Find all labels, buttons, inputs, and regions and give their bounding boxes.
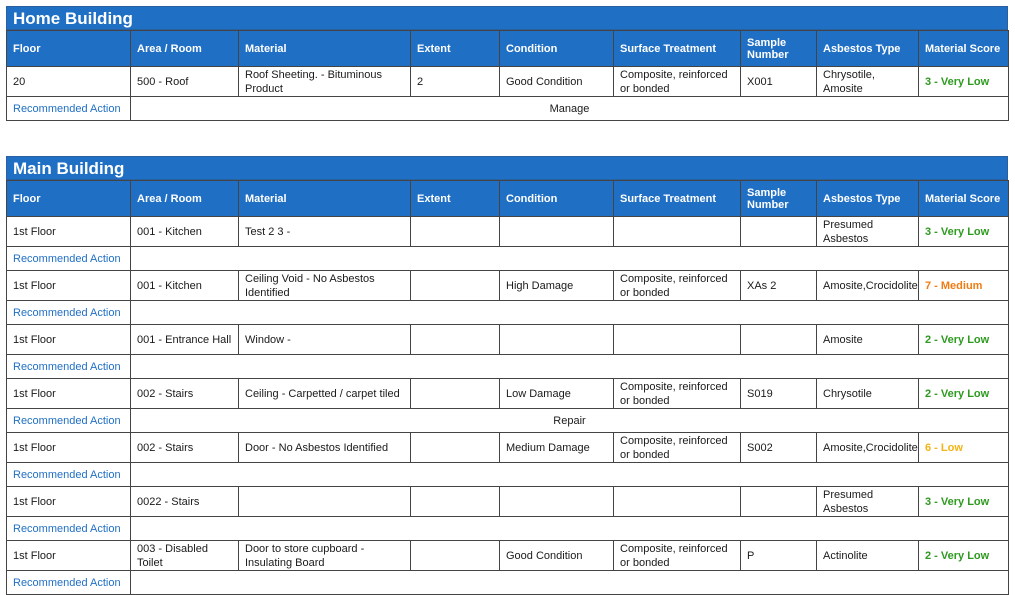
cell-surface-treatment: Composite, reinforced or bonded xyxy=(614,67,741,97)
cell-extent xyxy=(411,487,500,517)
table-header-row xyxy=(7,181,1009,217)
material-detail: Bituminous Product xyxy=(245,68,382,95)
header-extent: Extent xyxy=(411,31,500,67)
table-row xyxy=(7,379,1009,409)
cell-condition: Low Damage xyxy=(500,379,614,409)
recommended-action-label: Recommended Action xyxy=(7,97,131,121)
cell-material: Test 2 3 - xyxy=(239,217,411,247)
header-asbestos-type: Asbestos Type xyxy=(817,31,919,67)
recommended-action-row xyxy=(7,301,1009,325)
cell-extent xyxy=(411,325,500,355)
table-row xyxy=(7,541,1009,571)
header-condition: Condition xyxy=(500,181,614,217)
recommended-action-value xyxy=(131,571,1009,595)
cell-surface-treatment: Composite, reinforced or bonded xyxy=(614,433,741,463)
area-name: Disabled Toilet xyxy=(137,542,208,569)
recommended-action-label: Recommended Action xyxy=(7,571,131,595)
section-title: Main Building xyxy=(6,156,1008,180)
table-row xyxy=(7,325,1009,355)
cell-floor: 1st Floor xyxy=(7,379,131,409)
header-asbestos-type: Asbestos Type xyxy=(817,181,919,217)
area-name: Kitchen xyxy=(165,225,202,238)
header-sample-number: Sample Number xyxy=(741,31,817,67)
material-type: Door xyxy=(245,441,269,454)
recommended-action-label: Recommended Action xyxy=(7,247,131,271)
cell-material-score: 7 - Medium xyxy=(919,271,1009,301)
cell-floor: 1st Floor xyxy=(7,217,131,247)
cell-surface-treatment: Composite, reinforced or bonded xyxy=(614,541,741,571)
cell-extent xyxy=(411,217,500,247)
material-detail: Insulating Board xyxy=(245,556,325,569)
cell-material: Door - No Asbestos Identified xyxy=(239,433,411,463)
area-code: 001 xyxy=(137,333,156,346)
cell-sample-number: P xyxy=(741,541,817,571)
recommended-action-row xyxy=(7,463,1009,487)
cell-material: Window - xyxy=(239,325,411,355)
cell-area-room: 003 - Disabled Toilet xyxy=(131,541,239,571)
area-name: Entrance Hall xyxy=(165,333,232,346)
area-code: 001 xyxy=(137,279,156,292)
cell-condition xyxy=(500,487,614,517)
recommended-action-value: Repair xyxy=(131,409,1009,433)
material-type: Test 2 3 xyxy=(245,225,284,238)
material-type: Roof Sheeting. xyxy=(245,68,318,81)
cell-condition: Medium Damage xyxy=(500,433,614,463)
recommended-action-label: Recommended Action xyxy=(7,463,131,487)
recommended-action-row xyxy=(7,97,1009,121)
header-material-score: Material Score xyxy=(919,31,1009,67)
recommended-action-row xyxy=(7,247,1009,271)
header-area-room: Area / Room xyxy=(131,181,239,217)
recommended-action-value xyxy=(131,247,1009,271)
cell-surface-treatment: Composite, reinforced or bonded xyxy=(614,271,741,301)
cell-area-room: 001 - Entrance Hall xyxy=(131,325,239,355)
cell-sample-number xyxy=(741,217,817,247)
cell-area-room: 002 - Stairs xyxy=(131,379,239,409)
cell-floor: 1st Floor xyxy=(7,325,131,355)
survey-table xyxy=(6,30,1009,121)
recommended-action-value: Manage xyxy=(131,97,1009,121)
recommended-action-value xyxy=(131,517,1009,541)
cell-surface-treatment xyxy=(614,487,741,517)
cell-material-score: 6 - Low xyxy=(919,433,1009,463)
header-surface-treatment: Surface Treatment xyxy=(614,31,741,67)
header-floor: Floor xyxy=(7,181,131,217)
table-row xyxy=(7,487,1009,517)
cell-material-score: 3 - Very Low xyxy=(919,67,1009,97)
area-code: 002 xyxy=(137,441,156,454)
cell-area-room: 500 - Roof xyxy=(131,67,239,97)
header-area-room: Area / Room xyxy=(131,31,239,67)
cell-material xyxy=(239,487,411,517)
cell-surface-treatment xyxy=(614,325,741,355)
header-floor: Floor xyxy=(7,31,131,67)
recommended-action-label: Recommended Action xyxy=(7,409,131,433)
recommended-action-value xyxy=(131,301,1009,325)
material-type: Window xyxy=(245,333,285,346)
table-row xyxy=(7,217,1009,247)
cell-floor: 1st Floor xyxy=(7,433,131,463)
cell-sample-number: S002 xyxy=(741,433,817,463)
cell-extent xyxy=(411,271,500,301)
cell-asbestos-type: Amosite,Crocidolite xyxy=(817,271,919,301)
cell-sample-number xyxy=(741,325,817,355)
cell-floor: 1st Floor xyxy=(7,487,131,517)
cell-asbestos-type: Amosite,Crocidolite xyxy=(817,433,919,463)
cell-condition xyxy=(500,325,614,355)
cell-asbestos-type: Presumed Asbestos xyxy=(817,487,919,517)
cell-sample-number: S019 xyxy=(741,379,817,409)
table-row xyxy=(7,271,1009,301)
cell-extent xyxy=(411,379,500,409)
main-building-section xyxy=(6,156,1008,595)
cell-extent xyxy=(411,433,500,463)
header-material: Material xyxy=(239,181,411,217)
recommended-action-row xyxy=(7,571,1009,595)
cell-surface-treatment xyxy=(614,217,741,247)
recommended-action-label: Recommended Action xyxy=(7,355,131,379)
cell-asbestos-type: Actinolite xyxy=(817,541,919,571)
cell-material-score: 2 - Very Low xyxy=(919,379,1009,409)
header-sample-number: Sample Number xyxy=(741,181,817,217)
cell-condition: High Damage xyxy=(500,271,614,301)
header-material: Material xyxy=(239,31,411,67)
cell-material: Door to store cupboard - Insulating Board xyxy=(239,541,411,571)
cell-material: Roof Sheeting. - Bituminous Product xyxy=(239,67,411,97)
header-surface-treatment: Surface Treatment xyxy=(614,181,741,217)
cell-material: Ceiling Void - No Asbestos Identified xyxy=(239,271,411,301)
area-code: 0022 xyxy=(137,495,162,508)
cell-area-room: 001 - Kitchen xyxy=(131,217,239,247)
cell-material-score: 3 - Very Low xyxy=(919,487,1009,517)
cell-extent: 2 xyxy=(411,67,500,97)
cell-sample-number xyxy=(741,487,817,517)
material-type: Ceiling xyxy=(245,387,279,400)
material-type: Door to store cupboard xyxy=(245,542,358,555)
header-material-score: Material Score xyxy=(919,181,1009,217)
material-type: Ceiling Void xyxy=(245,272,304,285)
survey-table xyxy=(6,180,1009,595)
cell-extent xyxy=(411,541,500,571)
cell-floor: 1st Floor xyxy=(7,541,131,571)
cell-floor: 1st Floor xyxy=(7,271,131,301)
section-title: Home Building xyxy=(6,6,1008,30)
table-row xyxy=(7,67,1009,97)
cell-sample-number: X001 xyxy=(741,67,817,97)
cell-surface-treatment: Composite, reinforced or bonded xyxy=(614,379,741,409)
cell-condition: Good Condition xyxy=(500,541,614,571)
table-header-row xyxy=(7,31,1009,67)
header-condition: Condition xyxy=(500,31,614,67)
cell-sample-number: XAs 2 xyxy=(741,271,817,301)
area-name: Roof xyxy=(165,75,189,88)
area-code: 002 xyxy=(137,387,156,400)
recommended-action-value xyxy=(131,463,1009,487)
cell-area-room: 001 - Kitchen xyxy=(131,271,239,301)
area-name: Stairs xyxy=(171,495,200,508)
recommended-action-row xyxy=(7,355,1009,379)
recommended-action-label: Recommended Action xyxy=(7,301,131,325)
recommended-action-value xyxy=(131,355,1009,379)
material-detail: No Asbestos Identified xyxy=(245,272,375,299)
cell-material-score: 2 - Very Low xyxy=(919,325,1009,355)
cell-asbestos-type: Chrysotile, Amosite xyxy=(817,67,919,97)
cell-floor: 20 xyxy=(7,67,131,97)
cell-asbestos-type: Chrysotile xyxy=(817,379,919,409)
cell-material: Ceiling - Carpetted / carpet tiled xyxy=(239,379,411,409)
area-name: Kitchen xyxy=(165,279,202,292)
recommended-action-row xyxy=(7,517,1009,541)
cell-area-room: 0022 - Stairs xyxy=(131,487,239,517)
area-name: Stairs xyxy=(165,441,194,454)
area-code: 003 xyxy=(137,542,156,555)
table-row xyxy=(7,433,1009,463)
area-name: Stairs xyxy=(165,387,194,400)
home-building-section xyxy=(6,6,1008,121)
cell-asbestos-type: Amosite xyxy=(817,325,919,355)
cell-asbestos-type: Presumed Asbestos xyxy=(817,217,919,247)
material-detail: Carpetted / carpet tiled xyxy=(288,387,400,400)
recommended-action-row xyxy=(7,409,1009,433)
cell-condition xyxy=(500,217,614,247)
area-code: 001 xyxy=(137,225,156,238)
cell-condition: Good Condition xyxy=(500,67,614,97)
cell-material-score: 3 - Very Low xyxy=(919,217,1009,247)
cell-material-score: 2 - Very Low xyxy=(919,541,1009,571)
area-code: 500 xyxy=(137,75,156,88)
header-extent: Extent xyxy=(411,181,500,217)
cell-area-room: 002 - Stairs xyxy=(131,433,239,463)
material-detail: No Asbestos Identified xyxy=(278,441,389,454)
recommended-action-label: Recommended Action xyxy=(7,517,131,541)
